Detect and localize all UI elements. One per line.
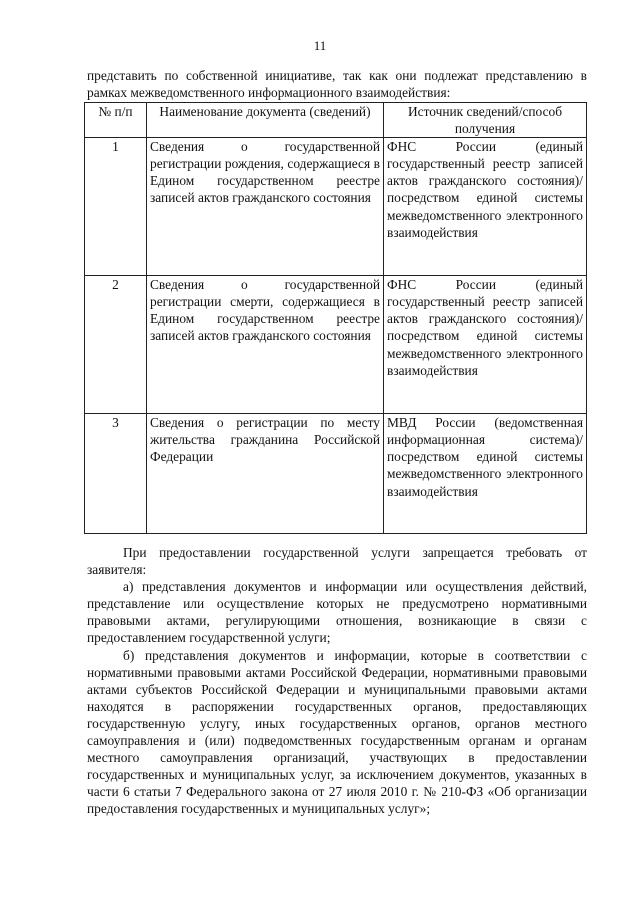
header-document-name: Наименование документа (сведений): [147, 103, 384, 138]
header-number: № п/п: [85, 103, 147, 138]
row-source: ФНС России (единый государственный реестр записей актов гражданского состояния)/посредством единой системы межведомственного электронного взаимодействия: [384, 276, 587, 414]
row-number: 3: [85, 414, 147, 534]
row-source: ФНС России (единый государственный реестр записей актов гражданского состояния)/посредством единой системы межведомственного электронного взаимодействия: [384, 138, 587, 276]
row-document-name: Сведения о государственной регистрации смерти, содержащиеся в Едином государственном реестре записей актов гражданского состояния: [147, 276, 384, 414]
row-number: 1: [85, 138, 147, 276]
page-number: 11: [313, 38, 327, 53]
row-source: МВД России (ведомственная информационная система)/посредством единой системы межведомственного электронного взаимодействия: [384, 414, 587, 534]
body-text: [87, 544, 587, 818]
header-source: Источник сведений/способ получения: [384, 103, 587, 138]
table-row: [85, 276, 587, 414]
paragraph-prohibition: При предоставлении государственной услуги запрещается требовать от заявителя:: [87, 545, 587, 578]
intro-paragraph: представить по собственной инициативе, так как они подлежат представлению в рамках межведомственного информационного взаимодействия:: [87, 68, 587, 101]
paragraph-item-b: б) представления документов и информации, которые в соответствии с нормативными правовыми актами Российской Федерации, нормативными правовыми актами субъектов Российской Федерации и муниципальными правовыми актами находятся в распоряжении государственных органов, предоставляющих государственную услугу, иных государственных органов, органов местного самоуправления и (или) подведомственных государственным органам и органам местного самоуправления организаций, участвующих в предоставлении государственных и муниципальных услуг, за исключением документов, указанных в части 6 статьи 7 Федерального закона от 27 июля 2010 г. № 210-ФЗ «Об организации предоставления государственных и муниципальных услуг»;: [87, 647, 587, 817]
row-document-name: Сведения о регистрации по месту жительства гражданина Российской Федерации: [147, 414, 384, 534]
table-row: [85, 138, 587, 276]
row-document-name: Сведения о государственной регистрации рождения, содержащиеся в Едином государственном реестре записей актов гражданского состояния: [147, 138, 384, 276]
documents-table: [84, 102, 587, 534]
table-row: [85, 414, 587, 534]
row-number: 2: [85, 276, 147, 414]
table-header-row: [85, 103, 587, 138]
paragraph-item-a: а) представления документов и информации или осуществления действий, представление или осуществление которых не предусмотрено нормативными правовыми актами, регулирующими отношения, возникающие в связи с предоставлением государственной услуги;: [87, 579, 587, 646]
